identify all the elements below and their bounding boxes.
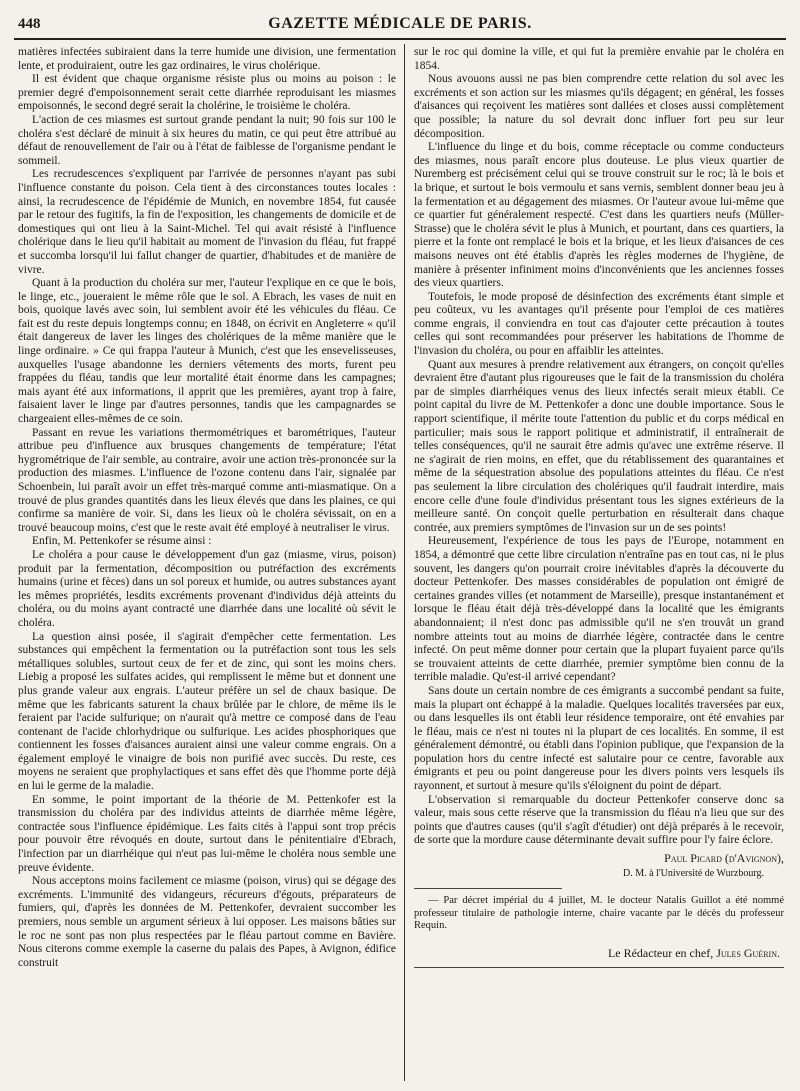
paragraph: Le choléra a pour cause le développement d'un gaz (miasme, virus, poison) produit par la fermentation, décomposition ou putréfaction des excréments humains (urine et fèces) dans un sol poreux et humide, ou autres substances ayant les mêmes propriétés, lesdits excréments provenant d'individus déjà atteints du choléra, ou du moins ayant contracté une diarrhée dans une localité où sévit le choléra.	[18, 548, 396, 629]
paragraph: Quant à la production du choléra sur mer, l'auteur l'explique en ce que le bois, le linge, etc., joueraient le même rôle que le sol. A Ebrach, les vases de nuit en bois, quoique lavés avec soin, lui semblent avoir été les véhicules du fléau. Ce fait est du reste depuis longtemps connu; en 1848, on écrivit en Angleterre « qu'il était dangereux de laver les linges des cholériques de la même manière que le linge ordinaire. » Ce qui frappa l'auteur à Munich, c'est que les ensevelisseuses, auxquelles l'usage abandonne les derniers vêtements des morts, furent peu frappées du fléau, tandis que leur mortalité était énorme dans les campagnes; mais ayant été aux informations, il apprit que les premières, ayant trop à faire, faisaient laver le linge par d'autres personnes, tandis que les campagnardes se chargeaient elles-mêmes de ce soin.	[18, 277, 396, 426]
paragraph: Enfin, M. Pettenkofer se résume ainsi :	[32, 535, 212, 548]
author-affiliation: D. M. à l'Université de Wurzbourg.	[622, 867, 764, 879]
page-header	[14, 12, 786, 40]
paragraph: L'observation si remarquable du docteur Pettenkofer conserve donc sa valeur, mais sous cette réserve que la transmission du fléau n'a lieu que sur des points que d'autres causes (qu'il s'agît d'étudier) ont déjà préparés à le recevoir, de sorte que la mordure cause déterminante devait suffire pour l'y faire éclore.	[414, 793, 784, 847]
page-number: 448	[18, 16, 41, 32]
author-signature	[414, 852, 784, 880]
editor-label: Le Rédacteur en chef,	[607, 946, 714, 960]
journal-title: GAZETTE MÉDICALE DE PARIS.	[268, 15, 532, 32]
paragraph: Heureusement, l'expérience de tous les pays de l'Europe, notamment en 1854, a démontré que cette libre circulation n'entraîne pas en tout cas, ni le plus souvent, les dangers qu'on pourrait croire inévitables d'après la découverte du docteur Pettenkofer. Des masses considérables de population ont émigré de certaines grandes villes (et notamment de Marseille), presque instantanément et lorsque le fléau était déjà très-développé dans la localité que les émigrants abandonnaient; il n'est donc pas admissible qu'il ne s'en trouvât un grand nombre atteints tout au moins de diarrhée légère, contractée dans le centre infecté. On peut même donner pour certain que la plupart fuyaient parce qu'ils se trouvaient atteints de cette diarrhée, premier symptôme bien connu de la terrible maladie. Qu'est-il arrivé cependant?	[414, 535, 784, 684]
paragraph: Sans doute un certain nombre de ces émigrants a succombé pendant sa fuite, mais la plupart ont échappé à la maladie. Quelques localités traversées par eux, ou dans lesquelles ils ont établi leur résidence temporaire, ont été envahies par le fléau, mais ce n'est ni toutes ni la plupart de ces localités. En somme, il est généralement démontré, ou établi dans l'opinion publique, que l'expansion de la population hors du centre infecté est salutaire pour ce centre, favorable aux émigrants et peu ou point dangereuse pour les divers points vers lesquels ils rayonnent, et surtout à mesure qu'ils s'éloignent du point de départ.	[414, 684, 784, 793]
editor-name: Jules Guérin.	[716, 946, 780, 960]
editor-line	[414, 947, 784, 961]
paragraph: Les recrudescences s'expliquent par l'arrivée de personnes n'ayant pas subi l'influence constante du poison. Cela tient à des circonstances toutes locales : ainsi, la recrudescence de l'épidémie de Munich, en novembre 1854, fut causée par le retour des fugitifs, la fin de l'exposition, les changements de domicile et de domestiques qui ont lieu à la Saint-Michel. Tel qui avait résisté à l'influence cholérique dans le lieu qu'il habitait au moment de l'invasion du fléau, fut frappé et succomba lorsqu'il lui fallut changer de quartier, d'habitudes et de manière de vivre.	[18, 168, 396, 276]
paragraph: Quant aux mesures à prendre relativement aux étrangers, on conçoit qu'elles devraient être d'autant plus rigoureuses que le fait de la transmission du choléra par de simples diarrhéiques venus des lieux infectés serait mieux établi. Ce point capital du livre de M. Pettenkofer a donc une double importance. Sous le rapport scientifique, il mérite toute l'attention du public et du corps médical en particulier; mais sous le rapport politique et administratif, il entraînerait de telles conséquences, qu'il ne saurait être admis qu'avec une extrême réserve. Il ne s'agirait de rien moins, en effet, que du rétablissement des quarantaines et même de la séquestration absolue des populations atteintes du fléau. Ce n'est pas seulement la libre circulation des cholériques qu'il faudrait interdire, mais encore celle d'une foule d'individus présentant tous les signes extérieurs de la meilleure santé. On conçoit quelle perturbation en résulterait dans chaque contrée, aux premiers symptômes de l'invasion sur un de ses points!	[414, 358, 784, 534]
left-column	[18, 46, 396, 1085]
column-divider	[404, 44, 405, 1081]
paragraph: Nous acceptons moins facilement ce miasme (poison, virus) qui se dégage des excréments. L'immunité des vidangeurs, récureurs d'égouts, préparateurs de fumiers, qui, d'après les données de M. Pettenkofer, devraient succomber les premiers, nous semble un argument sérieux à lui opposer. Les maisons bâties sur le roc ne sont pas non plus respectées par le fléau partout comme en Bavière. Nous citerons comme exemple la caserne du palais des Papes, à Avignon, édifice construit	[18, 875, 396, 969]
paragraph: La question ainsi posée, il s'agirait d'empêcher cette fermentation. Les substances qui empêchent la fermentation ou la putréfaction sont tous les sels métalliques solubles, surtout ceux de fer et de zinc, qui sont les moins chers. Liebig a proposé les sulfates acides, qui remplissent le même but et donnent une plus grande valeur aux engrais. L'auteur préfère un sel de chaux basique. De même que les fabricants saturent la chaux brûlée par le chlore, de même ils le feraient par l'acide sulfurique; on n'aurait qu'à mettre ce composé dans de l'eau contenant de l'acide chlorhydrique ou sulfurique. Les acides phosphoriques que contiennent les fosses d'aisances auraient ainsi une valeur comme engrais. On a également employé le vinaigre de bois non purifié avec succès. Du reste, ces moyens ne seraient que prophylactiques et sans effet dès que l'homme porte déjà en lui le germe de la maladie.	[18, 630, 396, 793]
paragraph: En somme, le point important de la théorie de M. Pettenkofer est la transmission du choléra par des individus atteints de diarrhée même légère, contractée sous l'influence épidémique. Les faits cités à l'appui sont trop précis pour pouvoir être révoqués en doute, surtout dans le pénitentiaire d'Ebrach, l'infection par un diarrhéique qui n'eut pas lui-même le choléra nous semble une preuve évidente.	[18, 793, 396, 874]
paragraph: Passant en revue les variations thermométriques et barométriques, l'auteur attribue peu d'influence aux brusques changements de température; l'état hygrométrique de l'air semble, au contraire, avoir une action très-prononcée sur la production des miasmes. L'influence de l'ozone contenu dans l'air, signalée par Schoenbein, lui paraît avoir un effet très-marqué comme anti-miasmatique. On a trouvé de plus grandes quantités dans les lieux élevés que dans les plaines, ce qui confirme sa manière de voir. Si, dans les lieux où le choléra sévissait, on en a trouvé beaucoup moins, c'est que le reste avait été employé à neutraliser le virus.	[18, 426, 396, 534]
paragraph: Nous avouons aussi ne pas bien comprendre cette relation du sol avec les excréments et son action sur les miasmes qu'ils dégagent; en général, les fosses d'aisances qui reçoivent les matières sont dallées et closes aussi complètement que possible; la nature du sol devrait donc influer fort peu sur leur décomposition.	[414, 73, 784, 140]
author-name: Paul Picard (d'Avignon),	[664, 851, 784, 866]
section-separator	[414, 888, 562, 889]
paragraph: sur le roc qui domine la ville, et qui fut la première envahie par le choléra en 1854.	[414, 46, 784, 72]
paragraph: matières infectées subiraient dans la terre humide une division, une fermentation lente, et produiraient, outre les gaz ordinaires, le virus cholérique.	[18, 46, 396, 72]
right-column	[414, 46, 784, 1085]
paragraph: Toutefois, le mode proposé de désinfection des excréments étant simple et peu coûteux, vu les avantages qu'il présente pour l'emploi de ces matières comme engrais, il conviendra en tout cas d'ajouter cette précaution à toutes celles qui sont recommandées pour préserver les habitations de l'homme de l'invasion du choléra, ou pour en affaiblir les atteintes.	[414, 290, 784, 358]
paragraph: L'action de ces miasmes est surtout grande pendant la nuit; 90 fois sur 100 le choléra s'est déclaré de minuit à six heures du matin, ce qui peut être attribué au défaut de renouvellement de l'air ou à l'état de faiblesse de l'organisme pendant le sommeil.	[18, 113, 396, 167]
footer-rule	[414, 967, 784, 968]
paragraph: Il est évident que chaque organisme résiste plus ou moins au poison : le premier degré d'empoisonnement serait cette diarrhée reproduisant les miasmes empoisonnés, le second degré serait la cholérine, le troisième le choléra.	[18, 73, 396, 113]
decree-note: — Par décret impérial du 4 juillet, M. le docteur Natalis Guillot a été nommé professeur titulaire de pathologie interne, chaire vacante par le décès du professeur Requin.	[414, 895, 784, 932]
paragraph: L'influence du linge et du bois, comme réceptacle ou comme conducteurs des miasmes, nous paraît encore plus douteuse. Le plus vieux quartier de Nuremberg est précisément celui qui se trouve construit sur le roc; là le bois et la brique, et surtout le bois vermoulu et sans vernis, semblent donner beau jeu à la fermentation et au dégagement des miasmes. Or l'auteur avoue lui-même que ce quartier fut généralement respecté. C'est dans les quartiers neufs (Müller-Strasse) que le choléra sévit le plus à Munich, et pourtant, dans ces quartiers, la pierre et la fonte ont remplacé le bois et la brique, et les lieux d'aisances de ces maisons neuves ont été établis d'après les règles modernes de l'hygiène, de manière à présenter infiniment moins d'inconvénients que les anciennes fosses des vieux quartiers.	[414, 141, 784, 290]
